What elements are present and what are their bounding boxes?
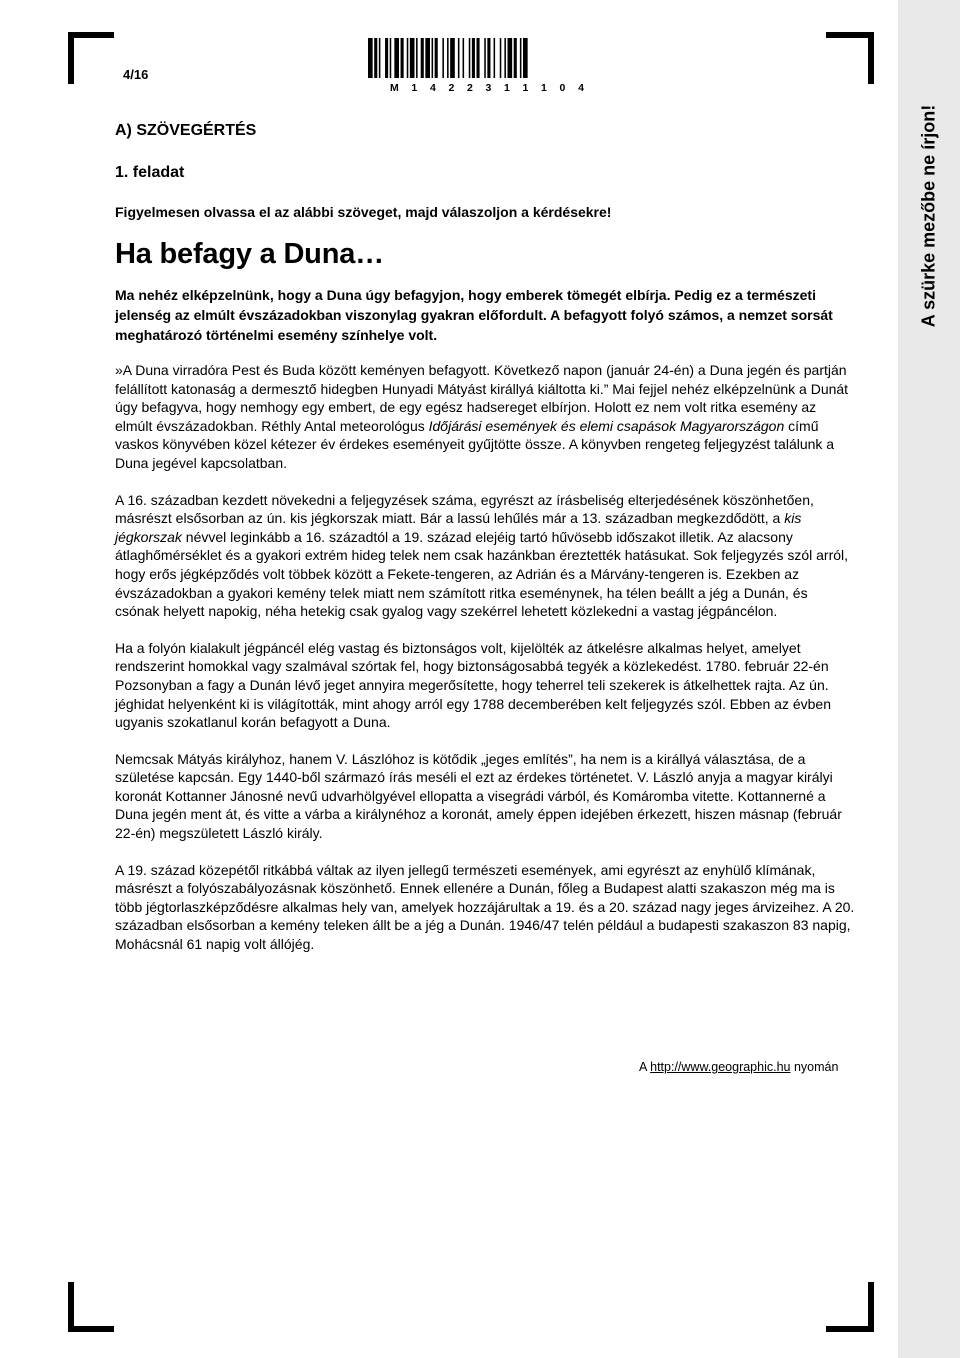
barcode-digit: 3 [485,82,492,94]
barcode-bar [425,38,430,78]
barcode-bar [520,38,522,78]
barcode-bar [401,38,404,78]
barcode-bar [477,38,480,78]
barcode-bar [374,38,377,78]
barcode-bar [407,38,409,78]
barcode-bar [472,38,475,78]
page-content [115,122,855,972]
source-citation [639,1060,838,1074]
corner-mark-top-left [68,32,114,84]
barcode-digit: 1 [541,82,547,94]
term-italic: kis jégkorszak [115,510,802,545]
article-paragraph-4: Nemcsak Mátyás királyhoz, hanem V. Lászlóhoz is kötődik „jeges említés”, ha nem is a királlyá választása, de a születése kapcsán. Egy 1440-ből származó írás meséli el ezt az érdekes történetet. V. László anyja a magyar királyi koronát Kottanner Jánosné nevű udvarhölgyével ellopatta a visegrádi várból, és Komáromba vitette. Kottannerné a Duna jegén ment át, és vitte a várba a királynéhoz a koronát, amely éppen idejében érkezett, hiszen másnap (február 22-én) megszületett László király. [115,750,842,842]
barcode-bar [385,38,388,78]
barcode-bar [416,38,418,78]
barcode-bar [447,38,449,78]
barcode-text [390,82,584,94]
section-title: A) SZÖVEGÉRTÉS [115,122,257,139]
barcode-bar [494,38,496,78]
article-paragraph-1 [115,361,855,473]
paragraph-text: »A Duna virradóra Pest és Buda között keményen befagyott. Következő napon (január 24-én) a Duna jegén és partján felállított katonaság a dermesztő hidegben Hunyadi Mátyást királlyá kiáltotta ki.” Mai fejjel nehéz elképzelnünk a Dunát úgy befagyva, hogy nemhogy egy embert, de egy egész hadsereget elbírjon. Holott ez nem volt ritka esemény az elmúlt évszázadokban. Réthly Antal meteorológus [115,362,849,434]
barcode-icon [368,38,590,78]
barcode-digit: 1 [411,82,418,94]
paragraph-text: című vaskos könyvében közel kétezer év érdekes eseményeit gyűjtötte össze. A könyvben rengeteg feljegyzést találunk a Duna jegével kapcsolatban. [115,417,835,471]
barcode-digit: 1 [504,82,510,94]
barcode-digit: 0 [559,82,566,94]
barcode-bar [514,38,517,78]
article-title: Ha befagy a Duna… [115,238,384,270]
barcode-digit: M [390,82,399,94]
barcode-bar [379,38,381,78]
corner-mark-bottom-left [68,1282,114,1332]
task-instruction: Figyelmesen olvassa el az alábbi szöveget, majd válaszoljon a kérdésekre! [115,204,612,220]
barcode-digit: 2 [466,82,473,94]
barcode-bar [394,38,399,78]
barcode-bar [500,38,502,78]
corner-mark-bottom-right [826,1282,874,1332]
barcode-digit: 4 [578,82,584,94]
barcode-bar [410,38,415,78]
barcode-bar [508,38,513,78]
barcode-bar [484,38,486,78]
page-number: 4/16 [123,67,149,82]
barcode-digit: 2 [448,82,455,94]
barcode-bar [390,38,392,78]
article-paragraph-2 [115,491,855,621]
paragraph-text: A 16. században kezdett növekedni a feljegyzések száma, egyrészt az írásbeliség elterjedésének köszönhetően, másrészt elsősorban az ún. kis jégkorszak miatt. Bár a lassú lehűlés már a 13. században megkezdődött, a [115,491,814,527]
barcode-bar [435,38,438,78]
barcode-bar [504,38,506,78]
barcode-bar [523,38,528,78]
barcode-bar [368,38,373,78]
article-paragraph-3: Ha a folyón kialakult jégpáncél elég vastag és biztonságos volt, kijelölték az átkelésre alkalmas helyet, amelyet rendszerint homokkal vagy szalmával szórtak fel, hogy biztonságosabbá tegyék a közlekedést. 1780. február 22-én Pozsonyban a fagy a Dunán lévő jeget annyira megerősítette, hogy teherrel teli szekerek is átkelhettek rajta. Az ún. jéghidat helyenként ki is világították, mint ahogy arról egy 1788 decemberében kelt feljegyzés szól. Ebben az évben ugyanis szokatlanul korán befagyott a Duna. [115,639,831,731]
article-intro: Ma nehéz elképzelnünk, hogy a Duna úgy befagyjon, hogy emberek tömegét elbírja. Pedig ez a természeti jelenség az elmúlt évszázadokban viszonylag gyakran előfordult. A befagyott folyó számos, a nemzet sorsát meghatározó történelmi esemény színhelye volt. [115,287,833,343]
barcode-digit: 4 [429,82,436,94]
article-paragraph-5: A 19. század közepétől ritkábbá váltak az ilyen jellegű természeti események, ami egyrészt az enyhülő klímának, másrészt a folyószabályozásnak köszönhető. Ennek ellenére a Dunán, főleg a Budapest alatti szakaszon még ma is több jégtorlaszképződésre alkalmas hely van, amelyek hozzájárultak a 19. és a 20. század nagy jeges árvizeihez. A 20. században elsősorban a kemény teleken állt be a jég a Dunán. 1946/47 telén például a budapesti szakaszon 83 napig, Mohácsnál 61 napig volt állójég. [115,861,855,953]
source-prefix: A [639,1060,651,1074]
barcode-bar [458,38,460,78]
barcode-bar [450,38,455,78]
source-suffix: nyomán [790,1060,839,1074]
corner-mark-top-right [826,32,874,84]
barcode-digit: 1 [522,82,529,94]
barcode-bar [432,38,434,78]
source-link[interactable]: http://www.geographic.hu [650,1060,791,1074]
barcode-bar [469,38,471,78]
task-title: 1. feladat [115,164,185,181]
side-band-notice: A szürke mezőbe ne írjon! [918,104,939,328]
barcode-bar [487,38,490,78]
barcode-bar [442,38,444,78]
book-title: Időjárási események és elemi csapások Magyarországon [428,417,785,434]
barcode-bar [463,38,465,78]
barcode-bar [421,38,424,78]
paragraph-text: névvel leginkább a 16. századtól a 19. század elejéig tartó hűvösebb időszakot illetik. Az alacsony átlaghőmérséklet és a gyakori extrém hideg telek nem csak hazánkban éreztették hatásukat. Sok feljegyzés szól arról, hogy erős jégképződés volt többek között a Fekete-tengeren, az Adrián és a Márvány-tengeren is. Ezekben az évszázadokban a gyakori kemény telek miatt nem számított ritka eseménynek, ha télen beállt a jég a Dunán, és csónak helyett napokig, néha hetekig csak gyalog vagy szekérrel lehetett közlekedni a vastag jégpáncélon. [115,528,849,620]
